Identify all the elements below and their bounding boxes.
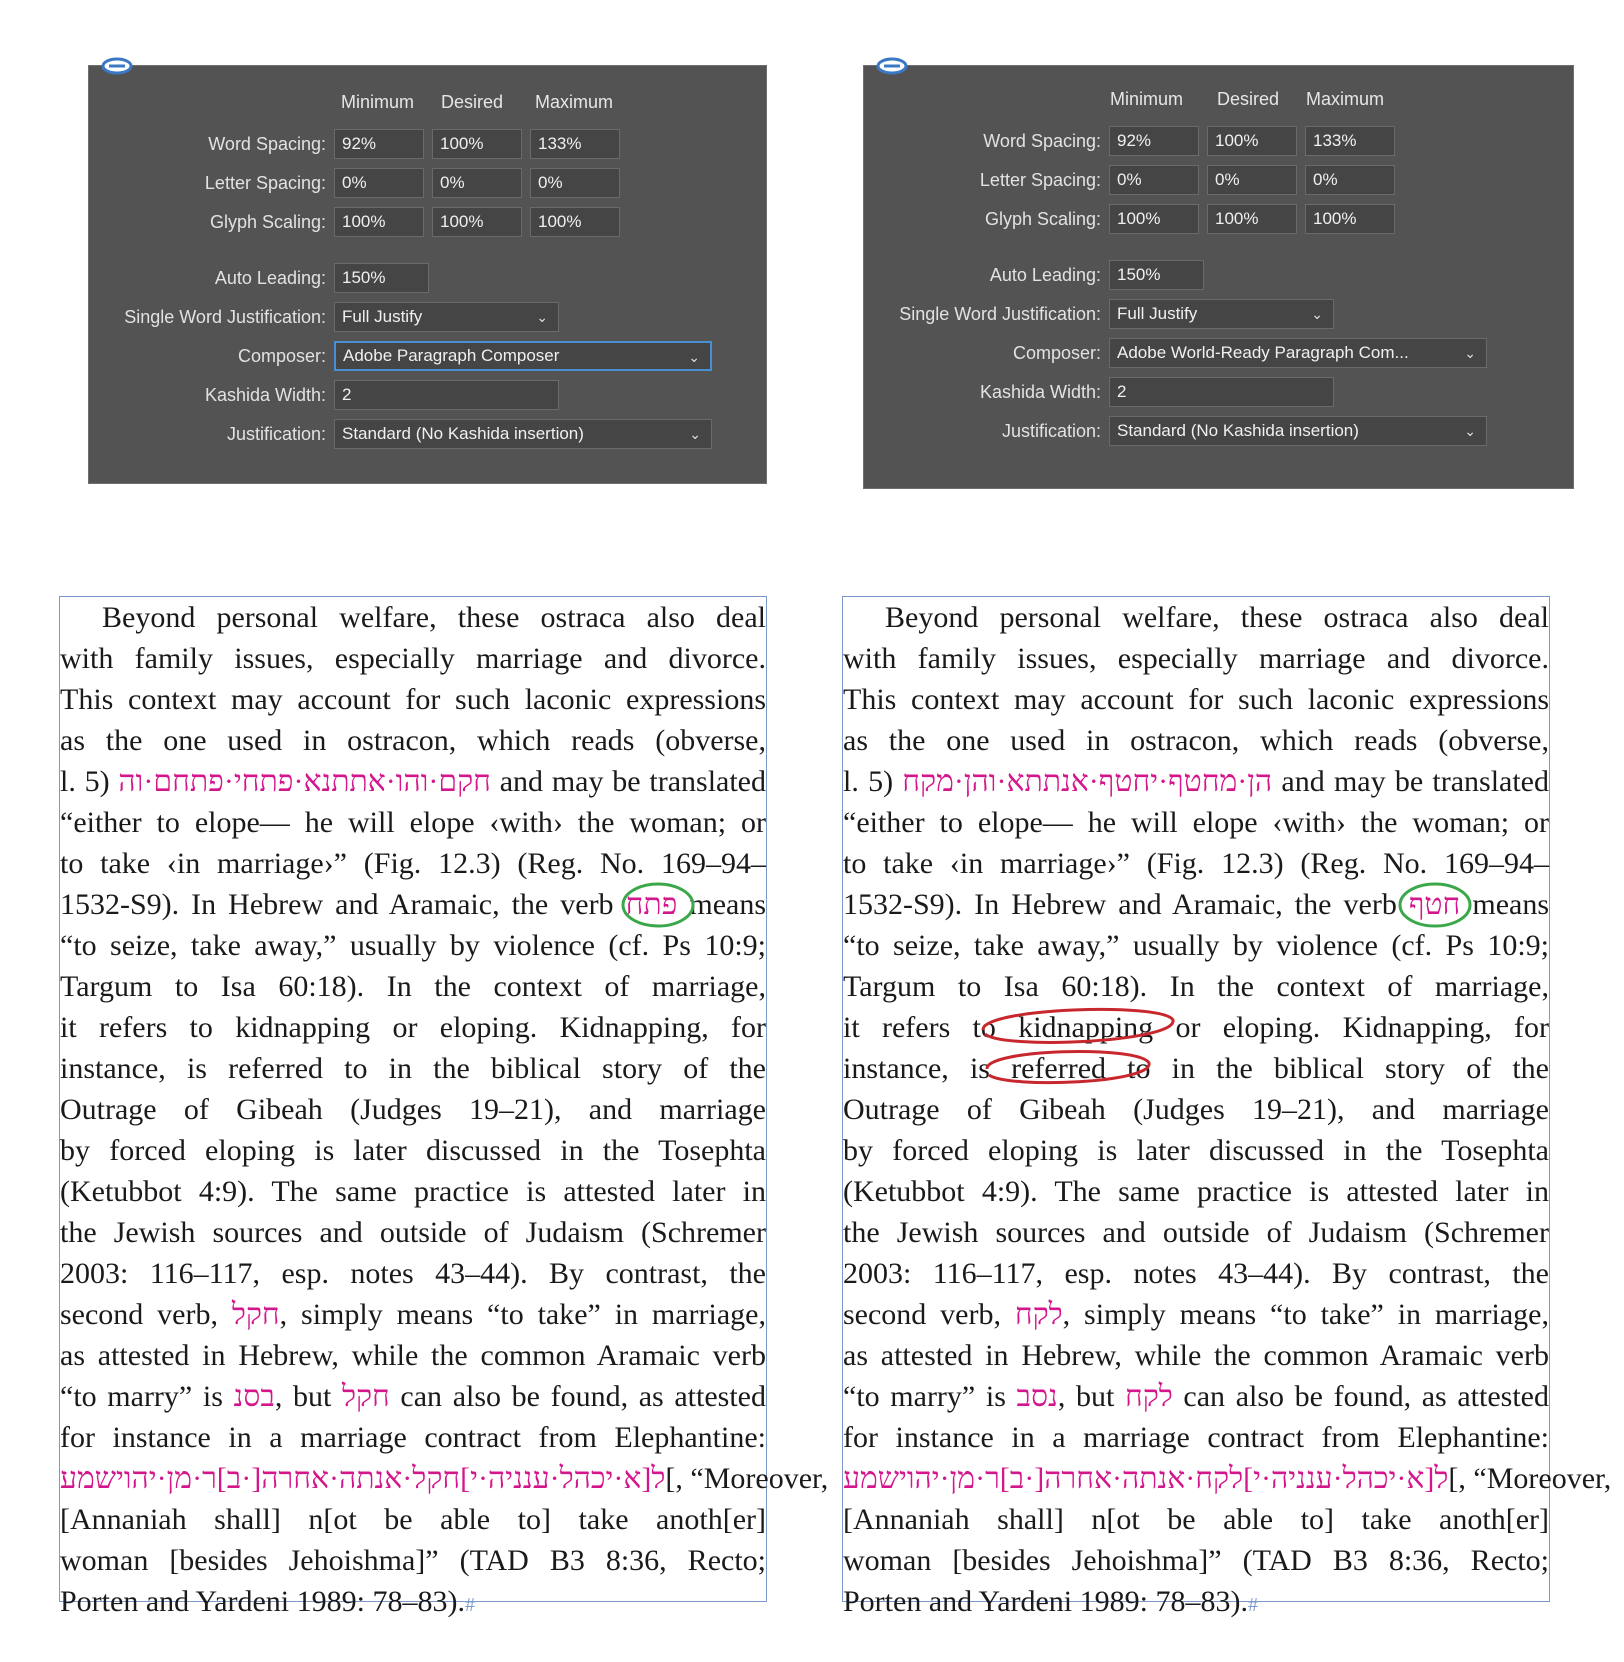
text-line: the Jewish sources and outside of Judaism (Schremer bbox=[60, 1216, 766, 1249]
justification-panel-left bbox=[88, 65, 767, 484]
text-line: with family issues, especially marriage and divorce. bbox=[60, 642, 766, 675]
text-run: , simply means “to take” in marriage, bbox=[279, 1298, 766, 1331]
word-spacing-label: Word Spacing: bbox=[983, 130, 1101, 151]
text-run: Porten and Yardeni 1989: 78–83). bbox=[843, 1585, 1248, 1618]
glyph-scaling-min-field[interactable]: 100% bbox=[1109, 204, 1199, 234]
text-run: , but bbox=[1057, 1380, 1115, 1413]
glyph-scaling-label: Glyph Scaling: bbox=[984, 208, 1101, 229]
justification-row bbox=[89, 418, 720, 450]
text-run: Porten and Yardeni 1989: 78–83). bbox=[60, 1585, 465, 1618]
header-minimum: Minimum bbox=[341, 92, 415, 112]
auto-leading-row bbox=[864, 259, 1212, 291]
text-run: l. 5) bbox=[843, 765, 894, 798]
glyph-scaling-max-field[interactable]: 100% bbox=[1305, 204, 1395, 234]
text-line: Targum to Isa 60:18). In the context of marriage, bbox=[60, 970, 766, 1003]
chevron-down-icon: ⌄ bbox=[1311, 306, 1323, 322]
text-line bbox=[60, 1581, 766, 1622]
single-word-value: Full Justify bbox=[342, 307, 423, 326]
hebrew-text: הן·מחטף·יחטף·אנתתא·והן·מקח bbox=[902, 765, 1273, 798]
header-maximum: Maximum bbox=[1306, 89, 1385, 109]
single-word-label: Single Word Justification: bbox=[899, 303, 1101, 324]
text-line: as attested in Hebrew, while the common Aramaic verb bbox=[60, 1339, 766, 1372]
word-spacing-row bbox=[89, 128, 628, 160]
letter-spacing-row bbox=[89, 167, 628, 199]
end-of-story-marker: # bbox=[464, 1594, 475, 1616]
text-line: [Annaniah shall] n[ot be able to] take anoth[er] bbox=[60, 1503, 766, 1536]
composer-label: Composer: bbox=[237, 345, 326, 366]
hebrew-text: חקל bbox=[231, 1298, 280, 1331]
text-line: Beyond personal welfare, these ostraca also deal bbox=[102, 601, 766, 634]
justification-value: Standard (No Kashida insertion) bbox=[342, 424, 584, 443]
single-word-select[interactable] bbox=[334, 302, 559, 332]
composer-select[interactable] bbox=[334, 341, 712, 371]
glyph-scaling-row bbox=[864, 203, 1403, 235]
text-line: “either to elope— he will elope ‹with› the woman; or bbox=[843, 806, 1549, 839]
letter-spacing-label: Letter Spacing: bbox=[979, 169, 1101, 190]
justification-panel-right bbox=[863, 65, 1574, 489]
composer-row bbox=[864, 337, 1495, 369]
text-line: Targum to Isa 60:18). In the context of marriage, bbox=[843, 970, 1549, 1003]
text-line bbox=[843, 1294, 1549, 1335]
link-icon[interactable] bbox=[101, 56, 133, 76]
word-spacing-min-field[interactable]: 92% bbox=[1109, 126, 1199, 156]
composer-label: Composer: bbox=[1012, 342, 1101, 363]
chevron-down-icon: ⌄ bbox=[1464, 423, 1476, 439]
justification-select[interactable] bbox=[334, 419, 712, 449]
hebrew-text: נסב bbox=[1016, 1380, 1058, 1413]
kashida-width-field[interactable]: 2 bbox=[1109, 377, 1334, 407]
chevron-down-icon: ⌄ bbox=[536, 309, 548, 325]
single-word-row bbox=[89, 301, 567, 333]
text-line: the Jewish sources and outside of Judaism (Schremer bbox=[843, 1216, 1549, 1249]
hebrew-text: ל[א·יכהל·ענניה·י]חקל·אנתה·אחרה[·ב]ר·מן·יהוישמע bbox=[60, 1462, 666, 1495]
text-line: with family issues, especially marriage and divorce. bbox=[843, 642, 1549, 675]
text-line: This context may account for such laconic expressions bbox=[60, 683, 766, 716]
text-line: instance, is referred to in the biblical story of the bbox=[843, 1052, 1549, 1085]
text-line bbox=[60, 1376, 766, 1417]
text-frame-right[interactable] bbox=[842, 596, 1612, 1618]
auto-leading-field[interactable]: 150% bbox=[1109, 260, 1204, 290]
kashida-width-label: Kashida Width: bbox=[979, 381, 1101, 402]
hebrew-text: פתח bbox=[625, 888, 678, 921]
hebrew-text: חטף bbox=[1408, 888, 1461, 921]
text-line: by forced eloping is later discussed in the Tosephta bbox=[843, 1134, 1549, 1167]
kashida-width-field[interactable]: 2 bbox=[334, 380, 559, 410]
text-line: woman [besides Jehoishma]” (TAD B3 8:36, Recto; bbox=[843, 1544, 1549, 1577]
composer-value: Adobe World-Ready Paragraph Com... bbox=[1117, 343, 1409, 362]
text-line: Beyond personal welfare, these ostraca also deal bbox=[885, 601, 1549, 634]
text-line: instance, is referred to in the biblical story of the bbox=[60, 1052, 766, 1085]
text-run: “to marry” is bbox=[60, 1380, 223, 1413]
auto-leading-label: Auto Leading: bbox=[989, 264, 1101, 285]
text-run: l. 5) bbox=[60, 765, 110, 798]
hebrew-text: לקח bbox=[1124, 1380, 1173, 1413]
word-spacing-max-field[interactable]: 133% bbox=[530, 129, 620, 159]
letter-spacing-desired-field[interactable]: 0% bbox=[1207, 165, 1297, 195]
composer-select[interactable] bbox=[1109, 338, 1487, 368]
justification-row bbox=[864, 415, 1495, 447]
letter-spacing-max-field[interactable]: 0% bbox=[530, 168, 620, 198]
kashida-width-label: Kashida Width: bbox=[204, 384, 326, 405]
text-line: for instance in a marriage contract from Elephantine: bbox=[60, 1421, 766, 1454]
letter-spacing-min-field[interactable]: 0% bbox=[334, 168, 424, 198]
word-spacing-label: Word Spacing: bbox=[208, 133, 326, 154]
text-run: 1532-S9). In Hebrew and Aramaic, the verb bbox=[60, 888, 614, 921]
word-spacing-desired-field[interactable]: 100% bbox=[1207, 126, 1297, 156]
justification-label: Justification: bbox=[226, 423, 326, 444]
text-line bbox=[60, 1294, 766, 1335]
text-line: “either to elope— he will elope ‹with› the woman; or bbox=[60, 806, 766, 839]
kashida-width-row bbox=[864, 376, 1342, 408]
auto-leading-field[interactable]: 150% bbox=[334, 263, 429, 293]
green-circle-annotation bbox=[618, 881, 698, 929]
text-run: means bbox=[689, 888, 767, 921]
text-run: [, “Moreover, bbox=[1448, 1462, 1612, 1495]
letter-spacing-max-field[interactable]: 0% bbox=[1305, 165, 1395, 195]
glyph-scaling-row bbox=[89, 206, 628, 238]
header-minimum: Minimum bbox=[1110, 89, 1184, 109]
letter-spacing-min-field[interactable]: 0% bbox=[1109, 165, 1199, 195]
text-line: Outrage of Gibeah (Judges 19–21), and marriage bbox=[843, 1093, 1549, 1126]
single-word-row bbox=[864, 298, 1342, 330]
text-line: Outrage of Gibeah (Judges 19–21), and marriage bbox=[60, 1093, 766, 1126]
text-line bbox=[60, 1458, 829, 1499]
glyph-scaling-desired-field[interactable]: 100% bbox=[1207, 204, 1297, 234]
text-line: (Ketubbot 4:9). The same practice is attested later in bbox=[60, 1175, 766, 1208]
chevron-down-icon: ⌄ bbox=[688, 349, 700, 365]
letter-spacing-row bbox=[864, 164, 1403, 196]
kashida-width-row bbox=[89, 379, 567, 411]
text-line: (Ketubbot 4:9). The same practice is attested later in bbox=[843, 1175, 1549, 1208]
header-desired: Desired bbox=[441, 92, 504, 112]
text-line: as the one used in ostracon, which reads (obverse, bbox=[843, 724, 1549, 757]
glyph-scaling-desired-field[interactable]: 100% bbox=[432, 207, 522, 237]
text-run: second verb, bbox=[60, 1298, 218, 1331]
text-frame-left[interactable] bbox=[59, 596, 829, 1618]
composer-value: Adobe Paragraph Composer bbox=[343, 346, 560, 365]
text-run: can also be found, as attested bbox=[400, 1380, 766, 1413]
text-run: can also be found, as attested bbox=[1183, 1380, 1549, 1413]
text-run: and may be translated bbox=[499, 765, 766, 798]
text-line bbox=[843, 1376, 1549, 1417]
text-line: by forced eloping is later discussed in the Tosephta bbox=[60, 1134, 766, 1167]
text-run: and may be translated bbox=[1281, 765, 1549, 798]
hebrew-text: לקח bbox=[1014, 1298, 1063, 1331]
text-run: means bbox=[1472, 888, 1550, 921]
hebrew-text: חקם·והו·אתתנא·פתחי·פתחם·וה bbox=[118, 765, 491, 798]
single-word-value: Full Justify bbox=[1117, 304, 1198, 323]
word-spacing-row bbox=[864, 125, 1403, 157]
hebrew-text: בסנ bbox=[233, 1380, 275, 1413]
single-word-select[interactable] bbox=[1109, 299, 1334, 329]
text-line: to take ‹in marriage›” (Fig. 12.3) (Reg. No. 169–94– bbox=[843, 847, 1549, 880]
word-spacing-desired-field[interactable]: 100% bbox=[432, 129, 522, 159]
text-run: 1532-S9). In Hebrew and Aramaic, the verb bbox=[843, 888, 1397, 921]
hebrew-text: חקל bbox=[341, 1380, 390, 1413]
text-run: , simply means “to take” in marriage, bbox=[1062, 1298, 1549, 1331]
chevron-down-icon: ⌄ bbox=[689, 426, 701, 442]
text-line: as the one used in ostracon, which reads (obverse, bbox=[60, 724, 766, 757]
glyph-scaling-min-field[interactable]: 100% bbox=[334, 207, 424, 237]
auto-leading-label: Auto Leading: bbox=[214, 267, 326, 288]
auto-leading-row bbox=[89, 262, 437, 294]
text-run: [, “Moreover, bbox=[665, 1462, 829, 1495]
justification-label: Justification: bbox=[1001, 420, 1101, 441]
text-line: “to seize, take away,” usually by violence (cf. Ps 10:9; bbox=[843, 929, 1549, 962]
text-line bbox=[843, 1581, 1549, 1622]
text-run: second verb, bbox=[843, 1298, 1001, 1331]
text-line: woman [besides Jehoishma]” (TAD B3 8:36, Recto; bbox=[60, 1544, 766, 1577]
text-line bbox=[843, 1458, 1612, 1499]
text-line: to take ‹in marriage›” (Fig. 12.3) (Reg. No. 169–94– bbox=[60, 847, 766, 880]
link-icon[interactable] bbox=[876, 56, 908, 76]
text-run: “to marry” is bbox=[843, 1380, 1006, 1413]
green-circle-annotation bbox=[1395, 881, 1475, 929]
text-line: [Annaniah shall] n[ot be able to] take anoth[er] bbox=[843, 1503, 1549, 1536]
hebrew-text: ל[א·יכהל·ענניה·י]לקח·אנתה·אחרה[·ב]ר·מן·יהוישמע bbox=[843, 1462, 1449, 1495]
text-run: , but bbox=[274, 1380, 332, 1413]
glyph-scaling-max-field[interactable]: 100% bbox=[530, 207, 620, 237]
text-line: for instance in a marriage contract from Elephantine: bbox=[843, 1421, 1549, 1454]
letter-spacing-label: Letter Spacing: bbox=[204, 172, 326, 193]
red-circle-annotation bbox=[979, 1043, 1159, 1091]
text-line: it refers to kidnapping or eloping. Kidnapping, for bbox=[60, 1011, 766, 1044]
text-line: 2003: 116–117, esp. notes 43–44). By contrast, the bbox=[60, 1257, 766, 1290]
text-line: 2003: 116–117, esp. notes 43–44). By contrast, the bbox=[843, 1257, 1549, 1290]
word-spacing-max-field[interactable]: 133% bbox=[1305, 126, 1395, 156]
justification-select[interactable] bbox=[1109, 416, 1487, 446]
text-line: This context may account for such laconic expressions bbox=[843, 683, 1549, 716]
text-line bbox=[60, 761, 766, 802]
text-line: it refers to kidnapping or eloping. Kidnapping, for bbox=[843, 1011, 1549, 1044]
letter-spacing-desired-field[interactable]: 0% bbox=[432, 168, 522, 198]
glyph-scaling-label: Glyph Scaling: bbox=[209, 211, 326, 232]
end-of-story-marker: # bbox=[1247, 1594, 1258, 1616]
word-spacing-min-field[interactable]: 92% bbox=[334, 129, 424, 159]
text-line bbox=[843, 761, 1549, 802]
composer-row bbox=[89, 340, 720, 372]
header-desired: Desired bbox=[1217, 89, 1280, 109]
text-line: as attested in Hebrew, while the common Aramaic verb bbox=[843, 1339, 1549, 1372]
text-line: “to seize, take away,” usually by violence (cf. Ps 10:9; bbox=[60, 929, 766, 962]
justification-value: Standard (No Kashida insertion) bbox=[1117, 421, 1359, 440]
header-maximum: Maximum bbox=[535, 92, 614, 112]
single-word-label: Single Word Justification: bbox=[124, 306, 326, 327]
chevron-down-icon: ⌄ bbox=[1464, 345, 1476, 361]
